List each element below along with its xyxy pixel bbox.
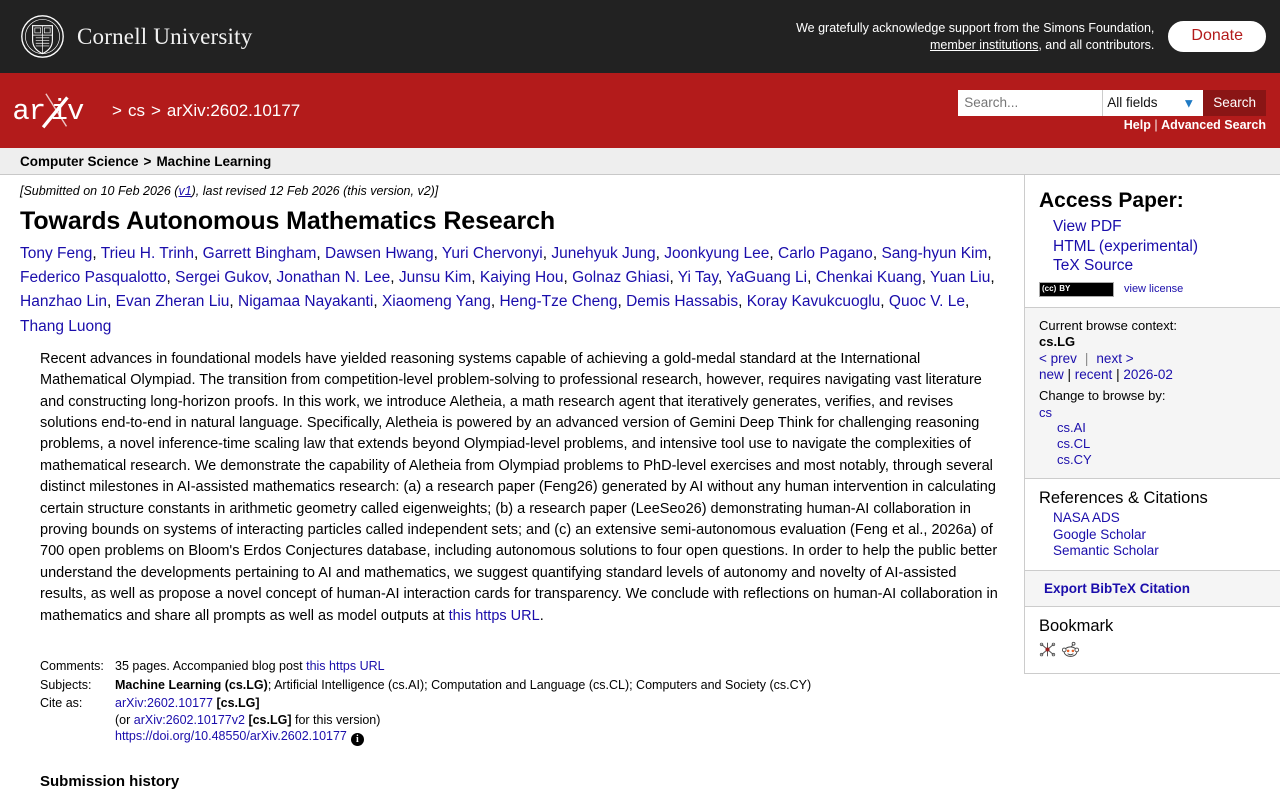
author-separator: , — [107, 293, 116, 311]
references-links-list — [1039, 510, 1280, 560]
subject-secondary-link[interactable]: Machine Learning — [156, 153, 272, 169]
author-link[interactable]: Sergei Gukov — [175, 269, 268, 287]
cite-category: [cs.LG] — [216, 696, 260, 711]
author-separator: , — [194, 245, 203, 262]
subjects-rest: ; Artificial Intelligence (cs.AI); Computation and Language (cs.CL); Computers and Society (cs.CY) — [267, 677, 812, 692]
author-link[interactable]: Yuan Liu — [930, 269, 991, 287]
cc-glyph: (cc) — [1042, 284, 1057, 293]
author-separator: , — [617, 293, 627, 311]
table-row-subjects — [40, 676, 811, 695]
arxiv-logo-icon — [12, 90, 106, 132]
creative-commons-badge-icon[interactable] — [1039, 282, 1114, 297]
cornell-seal-icon — [20, 14, 65, 59]
next-link[interactable]: next > — [1096, 351, 1134, 366]
abstract-url-link[interactable]: this https URL — [448, 607, 540, 624]
browse-parent-link[interactable]: cs — [1039, 405, 1052, 420]
author-separator: , — [471, 269, 480, 287]
export-bibtex-box — [1025, 571, 1280, 607]
support-text-line2: , and all contributors. — [1038, 37, 1155, 52]
author-link[interactable]: Jonathan N. Lee — [276, 269, 391, 287]
new-recent-nav: new | recent | 2026-02 — [1039, 367, 1173, 382]
subjects-value — [115, 676, 811, 695]
cite-version-category: [cs.LG] — [248, 712, 292, 727]
submission-dateline — [20, 184, 1000, 198]
author-separator: , — [921, 269, 931, 287]
author-link[interactable]: YaGuang Li — [726, 269, 808, 287]
comments-label: Comments: — [40, 659, 104, 674]
author-separator: , — [807, 269, 816, 287]
by-glyph: BY — [1059, 284, 1071, 293]
references-heading: References & Citations — [1039, 489, 1208, 507]
bibsonomy-glyph — [1039, 641, 1056, 658]
breadcrumb-sep-2: > — [150, 100, 161, 120]
access-links-list — [1039, 217, 1280, 276]
browse-child-link[interactable]: cs.AI — [1057, 420, 1086, 435]
donate-button[interactable]: Donate — [1168, 21, 1266, 52]
comments-value — [115, 657, 811, 676]
reddit-icon[interactable] — [1062, 641, 1079, 663]
subject-separator: > — [143, 153, 152, 169]
author-link[interactable]: Junsu Kim — [398, 269, 472, 287]
author-list — [20, 242, 1000, 339]
author-link[interactable]: Junehyuk Jung — [551, 245, 656, 262]
search-submit-button[interactable]: Search — [1203, 90, 1266, 116]
abstract-block — [40, 349, 1000, 627]
author-link[interactable]: Sang-hyun Kim — [881, 245, 988, 262]
cite-version-post: for this version) — [291, 712, 381, 727]
author-link[interactable]: Carlo Pagano — [778, 245, 873, 262]
search-field-select[interactable] — [1103, 90, 1203, 116]
access-paper-heading: Access Paper: — [1039, 189, 1184, 212]
bookmark-icons-row — [1039, 641, 1280, 663]
author-separator: , — [490, 293, 500, 311]
license-row — [1039, 282, 1280, 297]
author-link[interactable]: Federico Pasqualotto — [20, 269, 167, 287]
support-block — [796, 0, 1266, 73]
references-citations-box — [1025, 479, 1280, 571]
author-link[interactable]: Golnaz Ghiasi — [572, 269, 670, 287]
author-link[interactable]: Xiaomeng Yang — [381, 293, 491, 311]
author-separator: , — [655, 245, 665, 262]
dateline-pre: [Submitted on 10 Feb 2026 ( — [20, 184, 179, 198]
new-link[interactable]: new — [1039, 367, 1064, 382]
search-help-row — [1124, 118, 1266, 132]
reference-link[interactable]: Google Scholar — [1053, 526, 1147, 542]
author-link[interactable]: Tony Feng — [20, 245, 93, 262]
cite-version-pre: (or — [115, 712, 134, 727]
author-separator: , — [990, 269, 995, 287]
reference-link[interactable]: NASA ADS — [1053, 510, 1120, 525]
author-separator: , — [965, 293, 970, 311]
author-separator: , — [373, 293, 382, 311]
author-link[interactable]: Hanzhao Lin — [20, 293, 108, 311]
author-link[interactable]: Kaiying Hou — [479, 269, 564, 287]
recent-link[interactable]: recent — [1074, 367, 1113, 382]
member-institutions-link[interactable]: member institutions — [929, 37, 1039, 52]
author-separator: , — [563, 269, 573, 287]
browse-child-link[interactable]: cs.CL — [1057, 436, 1091, 451]
author-separator: , — [316, 245, 326, 262]
author-separator: , — [390, 269, 399, 287]
sidebar — [1024, 175, 1280, 674]
access-paper-box — [1025, 175, 1280, 308]
help-link[interactable]: Help — [1123, 117, 1151, 132]
author-link[interactable]: Chenkai Kuang — [815, 269, 922, 287]
svg-text:iv: iv — [50, 94, 84, 128]
cite-label: Cite as: — [40, 696, 83, 711]
breadcrumb-sep-1: > — [112, 100, 122, 120]
author-link[interactable]: Yuri Chervonyi — [441, 245, 543, 262]
main-column — [0, 175, 1024, 790]
prev-link[interactable]: < prev — [1039, 351, 1077, 366]
dateline-post: ), last revised 12 Feb 2026 (this version, v2)] — [191, 184, 439, 198]
author-separator: , — [987, 245, 992, 262]
author-separator: , — [542, 245, 552, 262]
svg-text:ar: ar — [12, 94, 46, 128]
author-link[interactable]: Trieu H. Trinh — [100, 245, 195, 262]
table-row-cite — [40, 694, 811, 747]
author-link[interactable]: Dawsen Hwang — [325, 245, 434, 262]
support-text — [796, 20, 1154, 54]
arxiv-logo-link[interactable] — [12, 90, 106, 132]
abstract-text-end: . — [539, 607, 544, 624]
author-separator: , — [229, 293, 239, 311]
access-link[interactable]: View PDF — [1053, 218, 1122, 235]
breadcrumb-identifier: arXiv:2602.10177 — [166, 100, 301, 120]
author-separator: , — [433, 245, 442, 262]
comments-url-link[interactable]: this https URL — [306, 659, 385, 674]
author-link[interactable]: Quoc V. Le — [888, 293, 966, 311]
browse-child-link[interactable]: cs.CY — [1057, 452, 1092, 467]
export-bibtex-link[interactable]: Export BibTeX Citation — [1044, 580, 1191, 596]
access-link[interactable]: TeX Source — [1053, 257, 1134, 274]
author-link[interactable]: Evan Zheran Liu — [115, 293, 230, 311]
bookmark-heading: Bookmark — [1039, 616, 1114, 635]
author-link[interactable]: Demis Hassabis — [626, 293, 739, 311]
author-separator: , — [669, 269, 678, 287]
bookmark-box — [1025, 607, 1280, 674]
cite-version-row — [115, 712, 811, 729]
browse-context-label: Current browse context: — [1039, 317, 1178, 333]
chevron-down-icon: ▼ — [1182, 95, 1196, 110]
reddit-glyph — [1062, 641, 1079, 658]
support-text-line1: We gratefully acknowledge support from the Simons Foundation, — [796, 20, 1155, 35]
month-link[interactable]: 2026-02 — [1123, 367, 1173, 382]
search-form — [958, 90, 1266, 116]
arxiv-header — [0, 73, 1280, 148]
info-icon[interactable]: i — [351, 733, 364, 746]
author-link[interactable]: Joonkyung Lee — [664, 245, 770, 262]
browse-context-box — [1025, 308, 1280, 480]
browse-context-value: cs.LG — [1039, 334, 1076, 349]
reference-link[interactable]: Semantic Scholar — [1053, 543, 1159, 558]
change-browse-label: Change to browse by: — [1039, 388, 1166, 403]
subject-primary-link[interactable]: Computer Science — [20, 153, 139, 169]
access-link[interactable]: HTML (experimental) — [1053, 237, 1198, 255]
prev-next-divider: | — [1084, 351, 1089, 366]
cite-value — [115, 694, 811, 747]
help-divider: | — [1154, 117, 1158, 132]
author-separator: , — [769, 245, 779, 262]
browse-children-list — [1039, 420, 1280, 468]
author-separator: , — [166, 269, 176, 287]
author-link[interactable]: Koray Kavukcuoglu — [746, 293, 881, 311]
author-separator: , — [267, 269, 277, 287]
abstract-text: Recent advances in foundational models have yielded reasoning systems capable of achieving a gold-medal standard at the International Mathematical Olympiad. The transition from competition-level problem-solving to professional research, however, requires navigating vast literature and constructing long-horizon proofs. In this work, we introduce Aletheia, a math research agent that iteratively generates, verifies, and revises solutions end-to-end in natural language. Specifically, Aletheia is powered by an advanced version of Gemini Deep Think for challenging reasoning problems, a novel inference-time scaling law that extends beyond Olympiad-level problems, and intensive tool use to navigate the complexities of mathematical research. We demonstrate the capability of Aletheia from Olympiad problems to PhD-level exercises and most notably, through several distinct milestones in AI-assisted mathematics research: (a) a research paper (Feng26) generated by AI without any human intervention in calculating certain structure constants in arithmetic geometry called eigenweights; (b) a research paper (LeeSeo26) demonstrating human-AI collaboration in proving bounds on systems of interacting particles called independent sets; and (c) an extensive semi-autonomous evaluation (Feng et al., 2026a) of 700 open problems on Bloom's Erdos Conjectures database, including autonomous solutions to four open questions. In order to help the public better understand the developments pertaining to AI and mathematics, we suggest quantifying standard levels of autonomy and novelty of AI-assisted results, as well as propose a novel concept of human-AI interaction cards for transparency. We conclude with reflections on human-AI collaboration in mathematics and share all prompts as well as model outputs at — [40, 350, 998, 624]
author-separator: , — [92, 245, 101, 262]
search-field-value: All fields — [1107, 95, 1158, 110]
subjects-primary: Machine Learning (cs.LG) — [115, 677, 268, 692]
author-separator: , — [718, 269, 727, 287]
subject-breadcrumb-bar — [0, 148, 1280, 175]
table-row-comments — [40, 657, 811, 676]
cornell-wordmark: Cornell University — [77, 23, 253, 49]
cornell-banner — [0, 0, 1280, 73]
author-link[interactable]: Heng-Tze Cheng — [499, 293, 618, 311]
page-title: Towards Autonomous Mathematics Research — [20, 207, 556, 235]
submission-history-heading: Submission history — [40, 773, 180, 791]
metadata-table — [40, 657, 811, 747]
cite-arxiv-id-link[interactable]: arXiv:2602.10177 — [115, 696, 213, 711]
version-v1-link[interactable]: v1 — [178, 184, 192, 198]
prev-next-nav — [1039, 351, 1280, 366]
breadcrumb-archive-link[interactable]: cs — [127, 100, 145, 120]
view-license-link[interactable]: view license — [1124, 283, 1184, 295]
author-separator: , — [872, 245, 882, 262]
author-separator: , — [738, 293, 747, 311]
doi-link[interactable]: https://doi.org/10.48550/arXiv.2602.10177 — [115, 729, 347, 744]
author-link[interactable]: Garrett Bingham — [202, 245, 317, 262]
search-block — [958, 73, 1266, 148]
breadcrumb — [12, 73, 300, 148]
author-link[interactable]: Yi Tay — [677, 269, 718, 287]
advanced-search-link[interactable]: Advanced Search — [1161, 117, 1266, 132]
subjects-label: Subjects: — [40, 677, 92, 692]
cornell-logo-link[interactable] — [20, 14, 252, 59]
comments-text: 35 pages. Accompanied blog post — [115, 659, 307, 674]
bibsonomy-icon[interactable] — [1039, 641, 1056, 663]
cite-version-link[interactable]: arXiv:2602.10177v2 — [133, 712, 245, 727]
doi-row — [115, 728, 811, 746]
page-body — [0, 175, 1280, 790]
author-separator: , — [880, 293, 889, 311]
author-link[interactable]: Thang Luong — [20, 317, 112, 335]
search-input[interactable] — [958, 90, 1103, 116]
author-link[interactable]: Nigamaa Nayakanti — [238, 293, 374, 311]
